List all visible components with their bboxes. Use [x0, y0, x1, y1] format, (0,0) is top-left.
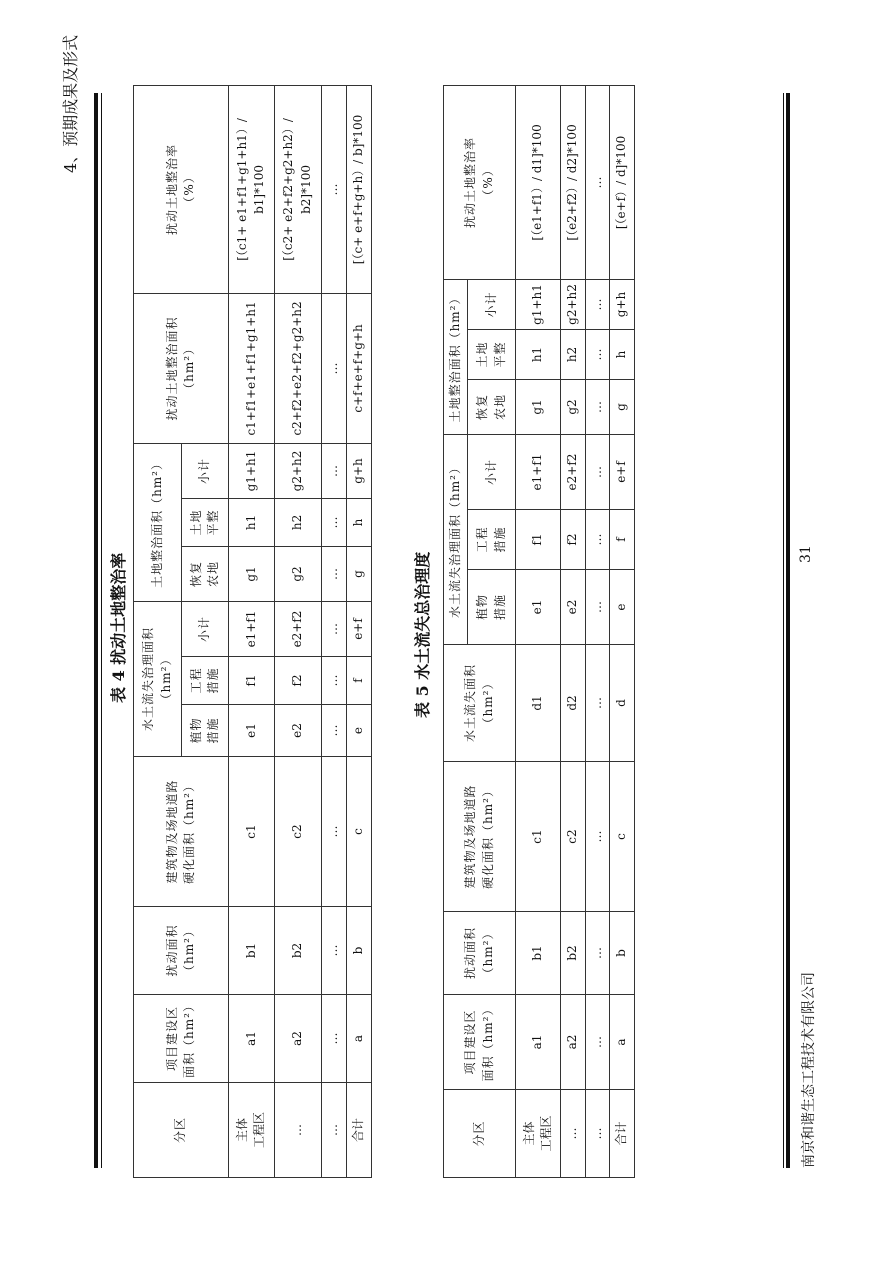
t4-r2-c: … — [321, 757, 346, 907]
t4-r2-zone: … — [321, 1083, 346, 1178]
t4-r1-c: c2 — [275, 757, 321, 907]
t5-r3-a: a — [610, 995, 635, 1090]
t4-r2-e: … — [321, 705, 346, 757]
t5-r2-ef: … — [586, 434, 610, 509]
t5-r0-gh: g1+h1 — [516, 279, 561, 329]
t5-r1-e: e2 — [561, 570, 586, 645]
t5-r3-f: f — [610, 510, 635, 570]
t5-h-subtotal2: 小计 — [468, 279, 516, 329]
t5-r0-g: g1 — [516, 379, 561, 434]
footer-company: 南京和谐生态工程技术有限公司 — [801, 972, 817, 1168]
t5-r3-c: c — [610, 762, 635, 912]
footer-rule-thin — [783, 93, 784, 1168]
t5-r0-ef: e1+f1 — [516, 434, 561, 509]
table-row — [228, 85, 274, 1177]
t5-r0-b: b1 — [516, 912, 561, 995]
table-row — [346, 85, 371, 1177]
t4-r0-g: g1 — [228, 546, 274, 601]
t5-r0-f: f1 — [516, 510, 561, 570]
t4-r0-c: c1 — [228, 757, 274, 907]
t4-r3-h: h — [346, 498, 371, 546]
t5-r1-f: f2 — [561, 510, 586, 570]
t5-r3-h: h — [610, 329, 635, 379]
t5-r2-e: … — [586, 570, 610, 645]
t4-r1-e: e2 — [275, 705, 321, 757]
t5-r0-zone: 主体 工程区 — [516, 1090, 561, 1178]
t5-h-eng: 工程 措施 — [468, 510, 516, 570]
t4-h-eng: 工程 措施 — [182, 657, 228, 705]
t5-r1-h: h2 — [561, 329, 586, 379]
t4-h-total-area: 扰动土地整治面积 （hm²） — [134, 293, 229, 443]
t4-r0-a: a1 — [228, 995, 274, 1083]
t4-r3-c: c — [346, 757, 371, 907]
table-row — [321, 85, 346, 1177]
t5-r0-c: c1 — [516, 762, 561, 912]
t5-h-building: 建筑物及场地道路 硬化面积（hm²） — [444, 762, 516, 912]
t5-h-loss: 水土流失面积 （hm²） — [444, 645, 516, 762]
table5-caption: 表 5 水土流失总治理度 — [413, 551, 432, 718]
t4-r1-area: c2+f2+e2+f2+g2+h2 — [275, 293, 321, 443]
t5-r0-a: a1 — [516, 995, 561, 1090]
t4-r3-zone: 合计 — [346, 1083, 371, 1178]
table-row — [610, 85, 635, 1177]
header-rule-thick — [94, 93, 98, 1168]
t4-r0-zone: 主体 工程区 — [228, 1083, 274, 1178]
t4-r1-rate: [（c2+ e2+f2+g2+h2）/ b2]*100 — [275, 85, 321, 293]
t4-r3-f: f — [346, 657, 371, 705]
t5-r3-rate: [（e+f）/ d]*100 — [610, 85, 635, 279]
t5-r3-g: g — [610, 379, 635, 434]
t5-r2-h: … — [586, 329, 610, 379]
t5-r1-d: d2 — [561, 645, 586, 762]
t4-r2-f: … — [321, 657, 346, 705]
t5-r2-c: … — [586, 762, 610, 912]
t5-r2-d: … — [586, 645, 610, 762]
t4-r1-g: g2 — [275, 546, 321, 601]
t4-h-level: 土地 平整 — [182, 498, 228, 546]
t5-r1-zone: … — [561, 1090, 586, 1178]
t4-r3-gh: g+h — [346, 443, 371, 498]
t4-r1-a: a2 — [275, 995, 321, 1083]
t5-r0-e: e1 — [516, 570, 561, 645]
t4-r3-e: e — [346, 705, 371, 757]
page-number: 31 — [798, 545, 814, 563]
t4-r3-g: g — [346, 546, 371, 601]
t4-r0-rate: [（c1+ e1+f1+g1+h1）/ b1]*100 — [228, 85, 274, 293]
t5-r3-d: d — [610, 645, 635, 762]
table-row — [516, 85, 561, 1177]
t5-r2-g: … — [586, 379, 610, 434]
t5-r1-a: a2 — [561, 995, 586, 1090]
t5-h-disturbed: 扰动面积 （hm²） — [444, 912, 516, 995]
t5-r0-rate: [（e1+f1）/ d1]*100 — [516, 85, 561, 279]
t4-r1-zone: … — [275, 1083, 321, 1178]
t4-r3-rate: [（c+ e+f+g+h）/ b]*100 — [346, 85, 371, 293]
t4-r0-b: b1 — [228, 907, 274, 995]
t4-r0-h: h1 — [228, 498, 274, 546]
t4-h-zone: 分区 — [134, 1083, 229, 1178]
footer-rule-thick — [786, 93, 790, 1168]
t4-r0-gh: g1+h1 — [228, 443, 274, 498]
t4-r2-rate: … — [321, 85, 346, 293]
table-row — [275, 85, 321, 1177]
t4-h-rate: 扰动土地整治率 （%） — [134, 85, 229, 293]
t5-r0-d: d1 — [516, 645, 561, 762]
t4-h-land-group: 土地整治面积（hm²） — [134, 443, 182, 601]
table4 — [133, 85, 372, 1178]
t5-r3-ef: e+f — [610, 434, 635, 509]
t4-r1-h: h2 — [275, 498, 321, 546]
table5 — [443, 85, 635, 1178]
t5-h-plant: 植物 措施 — [468, 570, 516, 645]
header-rule-thin — [101, 93, 102, 1168]
t4-r3-area: c+f+e+f+g+h — [346, 293, 371, 443]
t4-h-farm: 恢复 农地 — [182, 546, 228, 601]
t4-r3-ef: e+f — [346, 601, 371, 656]
t4-r1-gh: g2+h2 — [275, 443, 321, 498]
t5-r2-zone: … — [586, 1090, 610, 1178]
t5-h-level: 土地 平整 — [468, 329, 516, 379]
t4-r0-e: e1 — [228, 705, 274, 757]
t5-r1-c: c2 — [561, 762, 586, 912]
t4-r1-b: b2 — [275, 907, 321, 995]
t4-h-subtotal2: 小计 — [182, 443, 228, 498]
table-row — [586, 85, 610, 1177]
t5-r2-a: … — [586, 995, 610, 1090]
t5-h-project-area: 项目建设区 面积（hm²） — [444, 995, 516, 1090]
t4-r1-f: f2 — [275, 657, 321, 705]
t4-h-erosion-group: 水土流失治理面积 （hm²） — [134, 601, 182, 756]
t5-r3-b: b — [610, 912, 635, 995]
t5-r1-gh: g2+h2 — [561, 279, 586, 329]
t4-r2-g: … — [321, 546, 346, 601]
t5-h-rate: 扰动土地整治率 （%） — [444, 85, 516, 279]
table4-caption: 表 4 扰动土地整治率 — [109, 552, 128, 703]
t4-r0-area: c1+f1+e1+f1+g1+h1 — [228, 293, 274, 443]
t5-h-subtotal1: 小计 — [468, 434, 516, 509]
t4-h-disturbed: 扰动面积 （hm²） — [134, 907, 229, 995]
t4-h-subtotal1: 小计 — [182, 601, 228, 656]
t5-r0-h: h1 — [516, 329, 561, 379]
t4-r3-a: a — [346, 995, 371, 1083]
t4-r2-gh: … — [321, 443, 346, 498]
t5-r2-rate: … — [586, 85, 610, 279]
t5-r1-g: g2 — [561, 379, 586, 434]
t5-r3-zone: 合计 — [610, 1090, 635, 1178]
t5-r3-e: e — [610, 570, 635, 645]
t5-h-zone: 分区 — [444, 1090, 516, 1178]
t4-r2-area: … — [321, 293, 346, 443]
t5-r2-gh: … — [586, 279, 610, 329]
t5-h-land-group: 土地整治面积（hm²） — [444, 279, 468, 434]
t4-r2-h: … — [321, 498, 346, 546]
t4-r2-ef: … — [321, 601, 346, 656]
t5-r2-f: … — [586, 510, 610, 570]
t5-r3-gh: g+h — [610, 279, 635, 329]
section-title: 4、预期成果及形式 — [61, 34, 80, 173]
t5-r1-ef: e2+f2 — [561, 434, 586, 509]
t5-r1-b: b2 — [561, 912, 586, 995]
t4-r0-ef: e1+f1 — [228, 601, 274, 656]
t4-h-plant: 植物 措施 — [182, 705, 228, 757]
t4-r2-a: … — [321, 995, 346, 1083]
t4-h-building: 建筑物及场地道路 硬化面积（hm²） — [134, 757, 229, 907]
t5-h-farm: 恢复 农地 — [468, 379, 516, 434]
table-row — [561, 85, 586, 1177]
t4-r1-ef: e2+f2 — [275, 601, 321, 656]
t5-h-erosion-group: 水土流失治理面积（hm²） — [444, 434, 468, 644]
t5-r1-rate: [（e2+f2）/ d2]*100 — [561, 85, 586, 279]
t4-h-project-area: 项目建设区 面积（hm²） — [134, 995, 229, 1083]
t4-r3-b: b — [346, 907, 371, 995]
t4-r2-b: … — [321, 907, 346, 995]
t4-r0-f: f1 — [228, 657, 274, 705]
t5-r2-b: … — [586, 912, 610, 995]
